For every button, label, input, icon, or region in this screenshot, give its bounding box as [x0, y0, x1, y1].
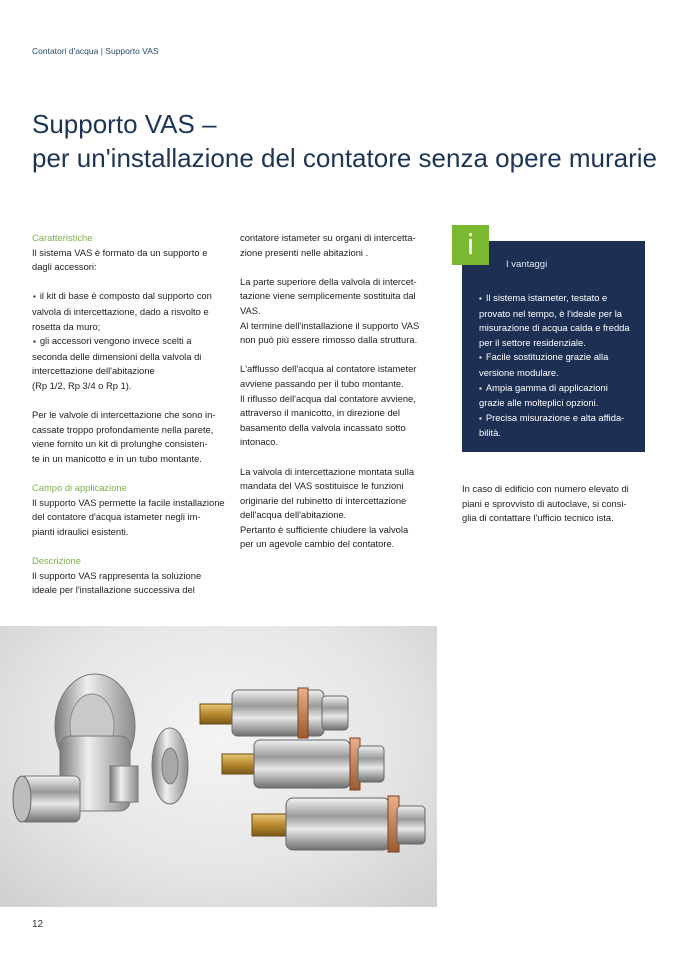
- column-1: [32, 231, 230, 598]
- cartridge-1: [200, 688, 348, 738]
- valvole-line: cassate troppo profondamente nella parete,: [32, 423, 214, 435]
- col3-line: glia di contattare l'ufficio tecnico ista.: [462, 512, 614, 524]
- col2-p3-line: basamento della valvola incassato sotto: [240, 421, 406, 433]
- advantage-item-line: ▪ Precisa misurazione e alta affida-: [479, 411, 639, 427]
- page-number: 12: [32, 919, 44, 930]
- bullet-kit-line: valvola di intercettazione, dado a risvolto e: [32, 305, 209, 317]
- info-icon: i: [452, 225, 489, 265]
- col2-p2-line: Al termine dell'installazione il supporto VAS: [240, 319, 420, 331]
- col3-line: piani e sprovvisto di autoclave, si consi-: [462, 497, 627, 509]
- rosette: [152, 728, 188, 804]
- page-title: [32, 107, 657, 175]
- col2-p1-line: zione presenti nelle abitazioni .: [240, 246, 369, 258]
- breadcrumb: Contatori d'acqua | Supporto VAS: [32, 46, 159, 56]
- advantage-item-line: ▪ Facile sostituzione grazie alla: [479, 350, 639, 366]
- col2-p3-line: attraverso il manicotto, in direzione del: [240, 407, 400, 419]
- advantage-item-line: ▪ Ampia gamma di applicazioni: [479, 381, 639, 397]
- col3-line: In caso di edificio con numero elevato di: [462, 483, 629, 494]
- col2-p2-line: non può più essere rimosso dalla struttura.: [240, 334, 418, 346]
- bullet-accessori-line: ▪ gli accessori vengono invece scelti a: [32, 334, 230, 350]
- col2-p4-line: dell'acqua dell'abitazione.: [240, 509, 347, 521]
- col2-p4-line: per un agevole cambio del contatore.: [240, 538, 395, 550]
- bullet-kit-line: rosetta da muro;: [32, 320, 101, 332]
- bullet-accessori-line: seconda delle dimensioni della valvola di: [32, 350, 202, 362]
- col2-p4-line: La valvola di intercettazione montata sulla: [240, 465, 415, 477]
- caratteristiche-heading: Caratteristiche: [32, 232, 93, 243]
- title-line-2: per un'installazione del contatore senza opere murarie: [32, 143, 658, 173]
- caratteristiche-line: Il sistema VAS è formato da un supporto e: [32, 246, 208, 258]
- col2-p2-line: VAS.: [240, 304, 261, 316]
- caratteristiche-line: dagli accessori:: [32, 261, 97, 273]
- title-line-1: Supporto VAS –: [32, 109, 217, 139]
- advantage-item-line: provato nel tempo, è l'ideale per la: [479, 307, 623, 319]
- bullet-accessori-line: (Rp 1/2, Rp 3/4 o Rp 1).: [32, 379, 132, 391]
- cartridge-3: [252, 796, 425, 852]
- vas-components-illustration: [0, 626, 437, 907]
- advantage-item-line: grazie alle molteplici opzioni.: [479, 397, 599, 409]
- advantage-item-line: per il settore residenziale.: [479, 336, 586, 348]
- col2-p3-line: L'afflusso dell'acqua al contatore istameter: [240, 363, 417, 375]
- column-2: [240, 231, 440, 552]
- advantage-item-line: versione modulare.: [479, 366, 559, 378]
- advantages-heading: I vantaggi: [506, 259, 548, 270]
- advantages-box: [462, 228, 645, 452]
- descrizione-line: Il supporto VAS rappresenta la soluzione: [32, 569, 202, 581]
- descrizione-line: ideale per l'installazione successiva del: [32, 584, 195, 596]
- bullet-accessori-line: intercettazione dell'abitazione: [32, 365, 155, 377]
- cartridge-2: [222, 738, 384, 790]
- col2-p3-line: Il riflusso dell'acqua dal contatore avviene,: [240, 392, 416, 404]
- campo-line: Il supporto VAS permette la facile installazione: [32, 496, 225, 508]
- col2-p1-line: contatore istameter su organi di intercetta-: [240, 232, 416, 243]
- col2-p4-line: Pertanto è sufficiente chiudere la valvola: [240, 523, 409, 535]
- col2-p2-line: La parte superiore della valvola di intercet-: [240, 275, 417, 287]
- product-photo: [0, 626, 437, 907]
- advantage-item-line: bilità.: [479, 427, 501, 439]
- col2-p3-line: avviene passando per il tubo montante.: [240, 377, 404, 389]
- advantage-item-line: ▪ Il sistema istameter, testato e: [479, 291, 639, 307]
- col2-p3-line: intonaco.: [240, 436, 279, 448]
- campo-line: del contatore d'acqua istameter negli im-: [32, 511, 201, 523]
- advantages-list: [479, 291, 639, 441]
- valvole-line: viene fornito un kit di prolunghe consisten-: [32, 438, 208, 450]
- support-body: [13, 674, 138, 822]
- col2-p2-line: tazione viene semplicemente sostituita dal: [240, 290, 416, 302]
- col2-p4-line: mandata del VAS sostituisce le funzioni: [240, 480, 404, 492]
- col2-p4-line: originarie del rubinetto di intercettazione: [240, 494, 407, 506]
- valvole-line: te in un manicotto e in un tubo montante.: [32, 452, 202, 464]
- campo-line: pianti idraulici esistenti.: [32, 525, 129, 537]
- descrizione-heading: Descrizione: [32, 555, 81, 567]
- valvole-line: Per le valvole di intercettazione che sono in-: [32, 409, 216, 421]
- advantage-item-line: misurazione di acqua calda e fredda: [479, 322, 630, 334]
- bullet-kit-line: ▪ il kit di base è composto dal supporto con: [32, 289, 230, 305]
- campo-heading: Campo di applicazione: [32, 482, 127, 494]
- column-3: [462, 482, 646, 526]
